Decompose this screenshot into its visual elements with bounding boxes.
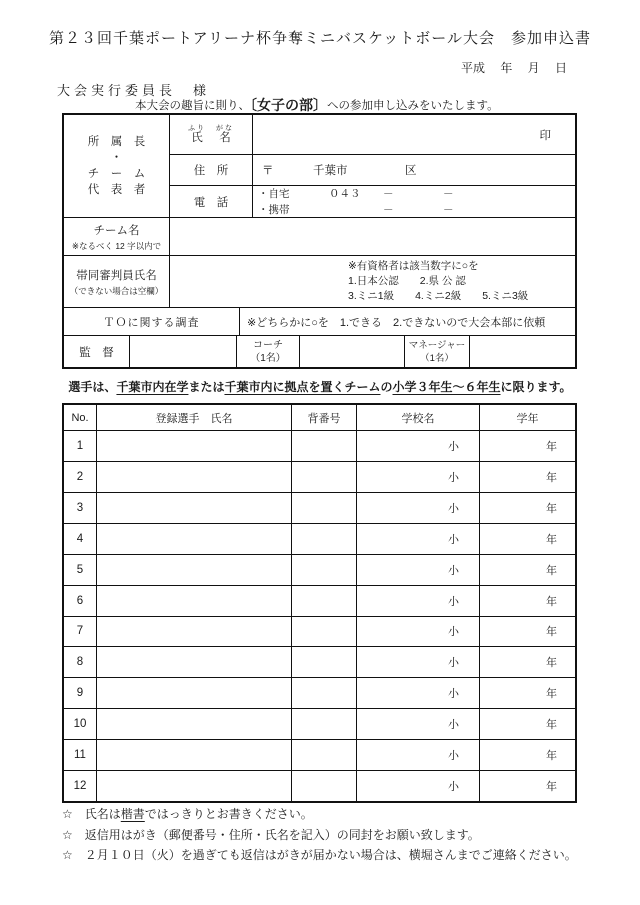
text-segment: 小学３年生～６年生: [392, 380, 501, 394]
cell-text: 小: [448, 533, 459, 546]
player-no-cell: [64, 709, 97, 739]
footer-notes: [62, 804, 577, 866]
player-no-cell: [64, 771, 97, 801]
role-line: ・: [110, 152, 123, 164]
footer-note: [62, 804, 577, 825]
role-line: 代 表 者: [87, 184, 146, 196]
cell-text: 12: [73, 780, 87, 793]
school-name-cell: [357, 617, 480, 647]
phone-label: 電 話: [170, 186, 253, 217]
coach-label: [237, 336, 300, 367]
cell-text: 1: [76, 439, 84, 452]
player-row: [64, 524, 575, 555]
intro-prefix: 本大会の趣旨に則り、: [135, 100, 250, 112]
division-label: 〔女子の部〕: [250, 97, 327, 113]
head-coach-field: [130, 336, 237, 367]
grade-cell: [480, 740, 575, 770]
grade-cell: [480, 555, 575, 585]
referee-row: [64, 255, 575, 307]
representative-rows: [64, 115, 575, 217]
phone-home-label: ・自宅: [258, 188, 290, 200]
manager-label-line: マネージャー: [408, 339, 466, 351]
city-text: 千葉市: [313, 165, 348, 177]
player-no-cell: [64, 678, 97, 708]
cell-text: 小: [448, 471, 459, 484]
player-row: [64, 678, 575, 709]
players-table-header: [64, 405, 575, 431]
phone-mobile-line: [253, 202, 575, 217]
representative-role-label: [64, 115, 170, 217]
player-name-cell: [97, 586, 292, 616]
cell-text: 年: [546, 564, 557, 577]
cell-text: 年: [546, 657, 557, 670]
team-name-row: [64, 217, 575, 255]
ward-text: 区: [405, 165, 417, 177]
qualification-note-line: 3.ミニ1級 4.ミニ2級 5.ミニ3級: [348, 290, 529, 302]
player-name-cell: [97, 771, 292, 801]
addressee-line: 大会実行委員長 様: [57, 83, 211, 98]
cell-text: 4: [76, 532, 84, 545]
staff-row: [64, 335, 575, 367]
cell-text: 小: [448, 502, 459, 515]
player-no-cell: [64, 586, 97, 616]
area-code: ０４３: [329, 188, 361, 200]
player-name-cell: [97, 617, 292, 647]
player-no-cell: [64, 647, 97, 677]
player-name-cell: [97, 524, 292, 554]
cell-text: 10: [73, 718, 87, 731]
grade-cell: [480, 462, 575, 492]
jersey-number-cell: [292, 647, 357, 677]
player-row: [64, 740, 575, 771]
coach-label-line: コーチ: [253, 339, 283, 351]
player-name-cell: [97, 462, 292, 492]
phone-field: [253, 186, 575, 217]
jersey-number-cell: [292, 586, 357, 616]
school-name-cell: [357, 493, 480, 523]
players-table: [62, 403, 577, 803]
jersey-number-cell: [292, 431, 357, 461]
player-name-cell: [97, 678, 292, 708]
cell-text: 小: [448, 564, 459, 577]
cell-text: 小: [448, 626, 459, 639]
referee-note: （できない場合は空欄）: [69, 285, 164, 296]
representative-fields: [170, 115, 575, 217]
to-survey-row: [64, 307, 575, 335]
team-name-label: [64, 218, 170, 255]
text-segment: ☆ 返信用はがき（郵便番号・住所・氏名を記入）の同封をお願い致します。: [62, 827, 480, 842]
to-survey-label: ＴＯに関する調査: [64, 308, 240, 335]
player-name-cell: [97, 647, 292, 677]
jersey-number-cell: [292, 493, 357, 523]
grade-cell: [480, 647, 575, 677]
representative-table: [62, 113, 577, 369]
cell-text: 小: [448, 750, 459, 763]
school-name-cell: [357, 555, 480, 585]
text-segment: 楷書: [120, 807, 145, 821]
cell-text: 9: [76, 687, 84, 700]
cell-text: 年: [546, 626, 557, 639]
jersey-number-cell: [292, 709, 357, 739]
cell-text: 小: [448, 719, 459, 732]
cell-text: 年: [546, 719, 557, 732]
furigana-text: ふり: [188, 125, 206, 132]
cell-text: 小: [448, 781, 459, 794]
dash: －: [443, 188, 454, 200]
school-name-cell: [357, 586, 480, 616]
manager-field: [470, 336, 575, 367]
school-name-cell: [357, 462, 480, 492]
grade-cell: [480, 586, 575, 616]
cell-text: 小: [448, 657, 459, 670]
jersey-number-cell: [292, 524, 357, 554]
dash: －: [383, 188, 394, 200]
player-row: [64, 431, 575, 462]
jersey-number-cell: [292, 740, 357, 770]
referee-label-text: 帯同審判員氏名: [76, 269, 157, 282]
cell-text: 3: [76, 501, 84, 514]
cell-text: 年: [546, 750, 557, 763]
jersey-number-cell: [292, 617, 357, 647]
footer-note: [62, 845, 577, 866]
referee-label: [64, 256, 170, 307]
cell-text: 6: [76, 594, 84, 607]
grade-cell: [480, 771, 575, 801]
player-row: [64, 586, 575, 617]
seal-label: 印: [539, 129, 551, 142]
player-row: [64, 617, 575, 648]
grade-cell: [480, 709, 575, 739]
player-row: [64, 462, 575, 493]
cell-text: 小: [448, 595, 459, 608]
furigana-text: がな: [216, 125, 234, 132]
player-name-cell: [97, 493, 292, 523]
jersey-number-cell: [292, 678, 357, 708]
name-label-part: [216, 125, 234, 144]
column-header-player-name: 登録選手 氏名: [97, 405, 292, 430]
intro-line: [135, 95, 499, 115]
role-line: 所 属 長: [87, 136, 146, 148]
phone-row: [170, 185, 575, 217]
cell-text: 5: [76, 563, 84, 576]
school-name-cell: [357, 647, 480, 677]
cell-text: 年: [546, 502, 557, 515]
date-line: 平成 年 月 日: [460, 61, 567, 75]
cell-text: 年: [546, 440, 557, 453]
column-header-jersey: 背番号: [292, 405, 357, 430]
manager-label: [405, 336, 470, 367]
name-label-part: [188, 125, 206, 144]
school-name-cell: [357, 431, 480, 461]
eligibility-note: [0, 378, 640, 395]
column-header-school: 学校名: [357, 405, 480, 430]
player-no-cell: [64, 740, 97, 770]
text-segment: 千葉市内に拠点を置くチーム: [224, 380, 381, 394]
footer-note: [62, 825, 577, 846]
address-label: 住 所: [170, 155, 253, 185]
phone-home-line: [253, 186, 575, 201]
text-segment: または: [188, 380, 225, 394]
cell-text: 年: [546, 688, 557, 701]
players-table-body: [64, 431, 575, 801]
column-header-grade: 学年: [516, 412, 539, 425]
school-name-cell: [357, 740, 480, 770]
coach-label-line: （1名）: [250, 352, 286, 364]
kanji-text: 氏: [191, 132, 203, 144]
name-field: [253, 115, 575, 154]
qualification-note-line: ※有資格者は該当数字に○を: [348, 260, 479, 272]
postal-mark: 〒: [262, 165, 274, 177]
player-no-cell: [64, 617, 97, 647]
player-row: [64, 493, 575, 524]
player-name-cell: [97, 555, 292, 585]
name-label: [170, 115, 253, 154]
text-segment: 選手は、: [68, 380, 117, 394]
name-row: [170, 115, 575, 154]
player-no-cell: [64, 524, 97, 554]
phone-mobile-label: ・携帯: [258, 204, 290, 216]
player-row: [64, 709, 575, 740]
kanji-text: 名: [219, 132, 231, 144]
player-name-cell: [97, 431, 292, 461]
school-name-cell: [357, 678, 480, 708]
team-name-note: ※なるべく 12 字以内で: [71, 240, 162, 251]
cell-text: 11: [74, 749, 86, 762]
school-name-cell: [357, 524, 480, 554]
role-line: チ ー ム: [87, 168, 146, 180]
cell-text: 小: [448, 688, 459, 701]
qualification-note-line: 1.日本公認 2.県 公 認: [348, 275, 466, 287]
dash: －: [443, 204, 454, 216]
school-name-cell: [357, 709, 480, 739]
player-no-cell: [64, 462, 97, 492]
grade-cell: [480, 524, 575, 554]
grade-cell: [480, 493, 575, 523]
address-field: [253, 155, 575, 185]
jersey-number-cell: [292, 555, 357, 585]
grade-cell: [480, 431, 575, 461]
team-name-field: [170, 218, 575, 255]
text-segment: ではっきりとお書きください。: [144, 807, 313, 821]
player-name-cell: [97, 740, 292, 770]
manager-label-line: （1名）: [420, 352, 454, 364]
address-row: [170, 154, 575, 185]
cell-text: 年: [546, 471, 557, 484]
grade-cell: [480, 678, 575, 708]
player-row: [64, 555, 575, 586]
player-row: [64, 771, 575, 801]
cell-text: 8: [76, 656, 84, 669]
player-row: [64, 647, 575, 678]
text-segment: に限ります。: [500, 380, 572, 394]
cell-text: 7: [76, 625, 84, 638]
text-segment: ☆ 氏名は: [62, 807, 121, 821]
jersey-number-cell: [292, 771, 357, 801]
text-segment: の: [380, 380, 393, 394]
text-segment: 千葉市内在学: [116, 380, 189, 394]
cell-text: 2: [76, 470, 84, 483]
player-no-cell: [64, 493, 97, 523]
coach-field: [300, 336, 405, 367]
player-no-cell: [64, 555, 97, 585]
team-name-label-text: チーム名: [93, 224, 140, 237]
column-header-no: No.: [64, 405, 97, 430]
player-name-cell: [97, 709, 292, 739]
intro-suffix: への参加申し込みをいたします。: [327, 100, 499, 112]
grade-cell: [480, 617, 575, 647]
referee-field: [170, 256, 575, 307]
text-segment: ☆ ２月１０日（火）を過ぎても返信はがきが届かない場合は、横堀さんまでご連絡ください。: [62, 848, 577, 862]
to-survey-options: ※どちらかに○を 1.できる 2.できないので大会本部に依頼: [247, 316, 546, 329]
cell-text: 小: [448, 440, 459, 453]
cell-text: 年: [546, 533, 557, 546]
cell-text: 年: [546, 595, 557, 608]
jersey-number-cell: [292, 462, 357, 492]
page-title: 第２３回千葉ポートアリーナ杯争奪ミニバスケットボール大会 参加申込書: [49, 30, 591, 47]
head-coach-label: 監 督: [64, 336, 130, 367]
player-no-cell: [64, 431, 97, 461]
school-name-cell: [357, 771, 480, 801]
cell-text: 年: [546, 781, 557, 794]
dash: －: [383, 204, 394, 216]
